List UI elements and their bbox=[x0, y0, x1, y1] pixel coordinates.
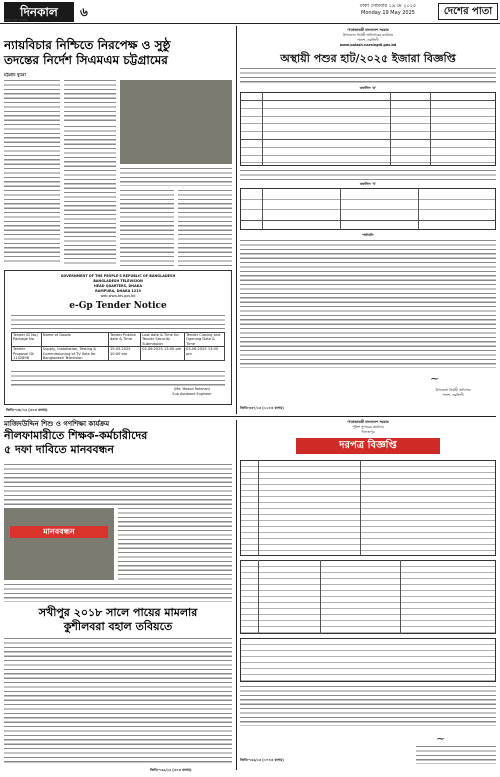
gov-line-3: HEAD QUARTERS, DHAKA bbox=[93, 284, 143, 288]
gov-line-4: RAMPURA, DHAKA 1219 bbox=[95, 289, 141, 293]
section-divider bbox=[4, 416, 496, 417]
signer-name: (Md. Masud Rahman) bbox=[173, 387, 211, 391]
gov-line-2: পুলিশ সুপারের কার্যালয় bbox=[352, 425, 384, 429]
th: Tender Publish date & Time bbox=[109, 333, 141, 347]
notice-title: অস্থায়ী পশুর হাট/২০২৫ ইজারা বিজ্ঞপ্তি bbox=[280, 52, 456, 65]
tender-notice-lower bbox=[240, 420, 496, 772]
story-body-col-6 bbox=[178, 190, 232, 266]
rules-list bbox=[240, 240, 496, 368]
td: Supply, Installation, Testing & Commissioning of TV Sets for Bangladesh Television bbox=[41, 347, 108, 361]
tagline: ওয়ার্ল্ড প্রেস ফোরাম bbox=[4, 18, 28, 22]
schedule-a-label: তফসিল 'ক' bbox=[359, 86, 377, 90]
gov-line-2: BANGLADESH TELEVISION bbox=[93, 279, 143, 283]
table-col-line bbox=[258, 560, 259, 634]
signer-title: উপজেলা নির্বাহী অফিসার bbox=[435, 388, 471, 392]
tender-table-row bbox=[12, 347, 225, 361]
byline: চট্টগ্রাম ব্যুরো bbox=[4, 72, 26, 77]
th: Name of Goods bbox=[41, 333, 108, 347]
signer-title: Sub Assistant Engineer bbox=[172, 391, 212, 396]
masthead bbox=[0, 0, 500, 24]
footer-ref-left-bottom: জিডি-৭৫৯/২৫ (৫×৩ কলাম) bbox=[150, 768, 192, 772]
footer-ref: জিডি-৩৪৭/২৫ (১২×৪ কলাম) bbox=[240, 406, 284, 410]
table-col-line bbox=[262, 188, 263, 230]
issue-date-en: Monday 19 May 2025 bbox=[361, 10, 415, 16]
story3-headline-2: কুশীলবরা বহাল তবিয়তে bbox=[63, 620, 173, 633]
story-body-col-1 bbox=[4, 80, 60, 265]
schedule-b-label: তফসিল 'খ' bbox=[359, 182, 377, 186]
issue-date-bn: ঢাকা সোমবার ১৯ মে ২০২৫ bbox=[359, 3, 417, 9]
gov-line-2: উপজেলা নির্বাহী অফিসারের কার্যালয় bbox=[342, 33, 394, 37]
section-label: দেশের পাতা bbox=[438, 3, 498, 20]
td: 02.06.2025 13:00 pm bbox=[141, 347, 185, 361]
gov-line-3: দিনাজপুর bbox=[361, 430, 375, 434]
gov-line-1: GOVERNMENT OF THE PEOPLE'S REPUBLIC OF BANGLADESH bbox=[60, 274, 176, 278]
table-col-line bbox=[418, 188, 419, 230]
tender-table-2 bbox=[240, 560, 496, 634]
tender-table-1 bbox=[240, 460, 496, 556]
tender-table-header bbox=[12, 333, 225, 347]
haat-lease-notice bbox=[240, 28, 496, 414]
notice-title: দরপত্র বিজ্ঞপ্তি bbox=[296, 438, 440, 454]
signer-block bbox=[416, 746, 496, 764]
headline-line-2: তদন্তের নির্দেশ সিএমএম চট্টগ্রামের bbox=[4, 53, 168, 67]
table-col-line bbox=[400, 560, 401, 634]
story2-body bbox=[4, 464, 232, 506]
column-divider bbox=[236, 26, 237, 414]
story2-body-col-2 bbox=[118, 508, 232, 580]
newspaper-logo: দিনকাল bbox=[4, 2, 74, 22]
website: www.palash.narsingdi.gov.bd bbox=[339, 43, 397, 47]
tender-intro bbox=[11, 315, 225, 329]
story3-headline-1: সখীপুর ২০১৮ সালে পায়ের মামলার bbox=[38, 606, 198, 619]
website: web.www.btv.gov.bd bbox=[100, 294, 136, 298]
story2-headline-2: ৫ দফা দাবিতে মানববন্ধন bbox=[4, 443, 114, 456]
story2-photo bbox=[4, 508, 114, 580]
story2-headline-1: নীলফামারীতে শিক্ষক-কর্মচারীদের bbox=[4, 429, 148, 442]
headline-line-1: ন্যায়বিচার নিশ্চিতে নিরপেক্ষ ও সুষ্ঠু bbox=[4, 38, 171, 52]
td: 19.05.2025 10:00 am bbox=[109, 347, 141, 361]
td: 03.06.2025 13:00 pm bbox=[185, 347, 225, 361]
tender-terms bbox=[11, 371, 225, 387]
td: Tender Proposal ID: 1152898 bbox=[12, 347, 42, 361]
gov-line-1: গণপ্রজাতন্ত্রী বাংলাদেশ সরকার bbox=[347, 420, 389, 424]
story-headline bbox=[4, 38, 232, 68]
th: Tender ID No./ Package No bbox=[12, 333, 42, 347]
story-body-col-2 bbox=[64, 80, 116, 122]
table-col-line bbox=[430, 92, 431, 166]
story3-body bbox=[4, 638, 232, 764]
issue-date bbox=[340, 3, 436, 17]
tender-signer bbox=[155, 387, 229, 396]
table-col-line bbox=[258, 460, 259, 556]
protest-banner: মানববন্ধন bbox=[10, 526, 108, 538]
tender-table-3 bbox=[240, 638, 496, 682]
page-number: ৬ bbox=[80, 5, 88, 19]
story3 bbox=[4, 606, 232, 634]
gov-line-3: পলাশ, নরসিংদী bbox=[357, 38, 379, 42]
notice-intro bbox=[240, 68, 496, 84]
signature: ~ bbox=[430, 372, 440, 385]
schedule-a-table bbox=[240, 92, 496, 166]
gov-line-1: গণপ্রজাতন্ত্রী বাংলাদেশ সরকার bbox=[347, 28, 389, 32]
th: Last date & Time for Tender Security Submission bbox=[141, 333, 185, 347]
footer-ref: জিডি-৭৫৬/২৫ (১০×৪ কলাম) bbox=[240, 758, 284, 762]
story2-kicker: মাজিদউদ্দিন শিশু ও গণশিক্ষা কার্যক্রম bbox=[4, 420, 110, 428]
story2-body-col-3 bbox=[4, 584, 232, 602]
story-body-col-4 bbox=[64, 126, 116, 266]
notice-note bbox=[240, 170, 496, 180]
notice-signer bbox=[410, 388, 496, 397]
btv-tender-notice bbox=[4, 270, 232, 405]
rules-label: শর্তাবলি bbox=[362, 233, 374, 237]
table-col-line bbox=[360, 460, 361, 556]
tender-title: e-Gp Tender Notice bbox=[69, 301, 167, 311]
th: Tender Closing and Opening Date & Time bbox=[185, 333, 225, 347]
story-photo bbox=[120, 80, 232, 164]
tender-terms bbox=[240, 686, 496, 726]
schedule-b-table bbox=[240, 188, 496, 230]
table-col-line bbox=[320, 560, 321, 634]
story-body-col-3 bbox=[120, 168, 232, 186]
table-col-line bbox=[390, 92, 391, 166]
tender-table bbox=[11, 332, 225, 361]
story-body-col-5 bbox=[120, 190, 174, 266]
table-col-line bbox=[262, 92, 263, 166]
story2 bbox=[4, 420, 232, 457]
signature: ~ bbox=[436, 732, 446, 745]
signer-office: পলাশ, নরসিংদী bbox=[442, 392, 464, 397]
footer-ref-left-top: জিডি-৭৩৮/২৫ (৫×৪ কলাম) bbox=[6, 408, 48, 412]
table-col-line bbox=[340, 188, 341, 230]
column-divider-2 bbox=[236, 420, 237, 770]
